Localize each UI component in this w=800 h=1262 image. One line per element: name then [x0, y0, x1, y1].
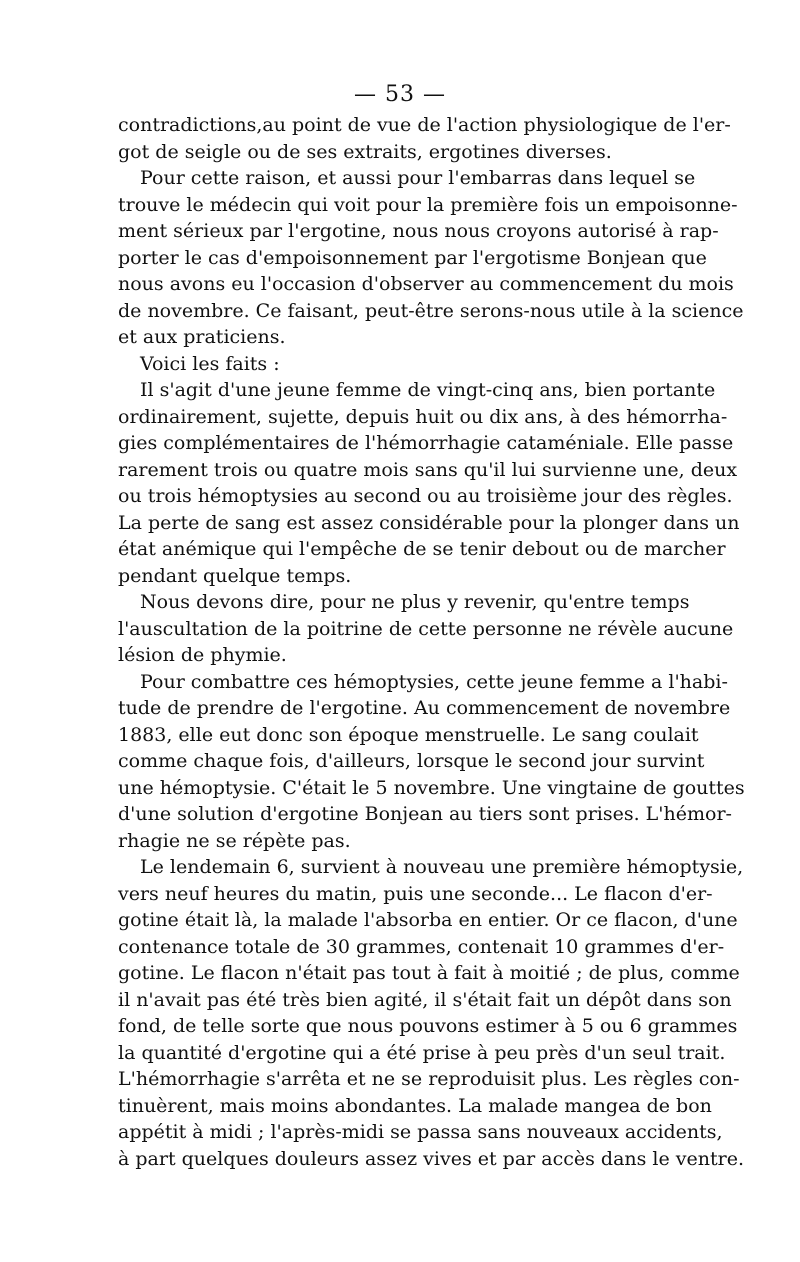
- text-line: et aux praticiens.: [118, 326, 286, 348]
- text-line: Pour combattre ces hémoptysies, cette jeune femme a l'habi-: [140, 670, 728, 693]
- text-line: rarement trois ou quatre mois sans qu'il lui survienne une, deux: [118, 458, 738, 481]
- text-line: ment sérieux par l'ergotine, nous nous croyons autorisé à rap-: [118, 220, 719, 242]
- text-line: d'une solution d'ergotine Bonjean au tiers sont prises. L'hémor-: [118, 803, 732, 825]
- text-line: Voici les faits :: [140, 352, 280, 375]
- text-line: Il s'agit d'une jeune femme de vingt-cinq ans, bien portante: [140, 379, 716, 401]
- text-line: la quantité d'ergotine qui a été prise à peu près d'un seul trait.: [118, 1041, 726, 1064]
- text-line: Nous devons dire, pour ne plus y revenir, qu'entre temps: [140, 591, 690, 613]
- text-line: nous avons eu l'occasion d'observer au commencement du mois: [118, 273, 734, 295]
- text-line: vers neuf heures du matin, puis une seconde... Le flacon d'er-: [118, 882, 713, 905]
- text-line: il n'avait pas été très bien agité, il s'était fait un dépôt dans son: [118, 988, 732, 1011]
- page-number: — 53 —: [354, 82, 446, 107]
- text-line: à part quelques douleurs assez vives et par accès dans le ventre.: [118, 1147, 745, 1170]
- text-line: comme chaque fois, d'ailleurs, lorsque le second jour survint: [118, 750, 705, 772]
- text-line: tinuèrent, mais moins abondantes. La malade mangea de bon: [118, 1094, 712, 1117]
- text-line: appétit à midi ; l'après-midi se passa sans nouveaux accidents,: [118, 1121, 723, 1143]
- text-line: l'auscultation de la poitrine de cette personne ne révèle aucune: [118, 617, 734, 640]
- text-line: contradictions,au point de vue de l'action physiologique de l'er-: [118, 114, 731, 136]
- text-line: fond, de telle sorte que nous pouvons estimer à 5 ou 6 grammes: [118, 1015, 738, 1037]
- text-line: ou trois hémoptysies au second ou au troisième jour des règles.: [118, 485, 733, 507]
- text-line: une hémoptysie. C'était le 5 novembre. Une vingtaine de gouttes: [118, 776, 745, 799]
- text-line: tude de prendre de l'ergotine. Au commencement de novembre: [118, 697, 731, 719]
- text-line: L'hémorrhagie s'arrêta et ne se reproduisit plus. Les règles con-: [118, 1068, 740, 1090]
- text-line: 1883, elle eut donc son époque menstruelle. Le sang coulait: [118, 723, 699, 746]
- text-line: got de seigle ou de ses extraits, ergotines diverses.: [118, 140, 612, 163]
- text-line: pendant quelque temps.: [118, 564, 352, 587]
- text-line: gotine. Le flacon n'était pas tout à fait à moitié ; de plus, comme: [118, 962, 740, 984]
- text-line: lésion de phymie.: [118, 644, 287, 666]
- text-line: rhagie ne se répète pas.: [118, 829, 351, 852]
- text-line: porter le cas d'empoisonnement par l'ergotisme Bonjean que: [118, 246, 707, 269]
- text-line: contenance totale de 30 grammes, contenait 10 grammes d'er-: [118, 935, 725, 958]
- body-text: [118, 112, 745, 1172]
- text-line: ordinairement, sujette, depuis huit ou dix ans, à des hémorrha-: [118, 405, 728, 428]
- text-line: La perte de sang est assez considérable pour la plonger dans un: [118, 511, 740, 534]
- text-line: de novembre. Ce faisant, peut-être serons-nous utile à la science: [118, 299, 744, 322]
- text-line: Pour cette raison, et aussi pour l'embarras dans lequel se: [140, 167, 696, 189]
- text-line: gotine était là, la malade l'absorba en entier. Or ce flacon, d'une: [118, 909, 738, 931]
- text-line: gies complémentaires de l'hémorrhagie cataméniale. Elle passe: [118, 432, 734, 454]
- text-line: Le lendemain 6, survient à nouveau une première hémoptysie,: [140, 856, 744, 878]
- text-line: trouve le médecin qui voit pour la première fois un empoisonne-: [118, 193, 738, 216]
- text-line: état anémique qui l'empêche de se tenir debout ou de marcher: [118, 538, 726, 560]
